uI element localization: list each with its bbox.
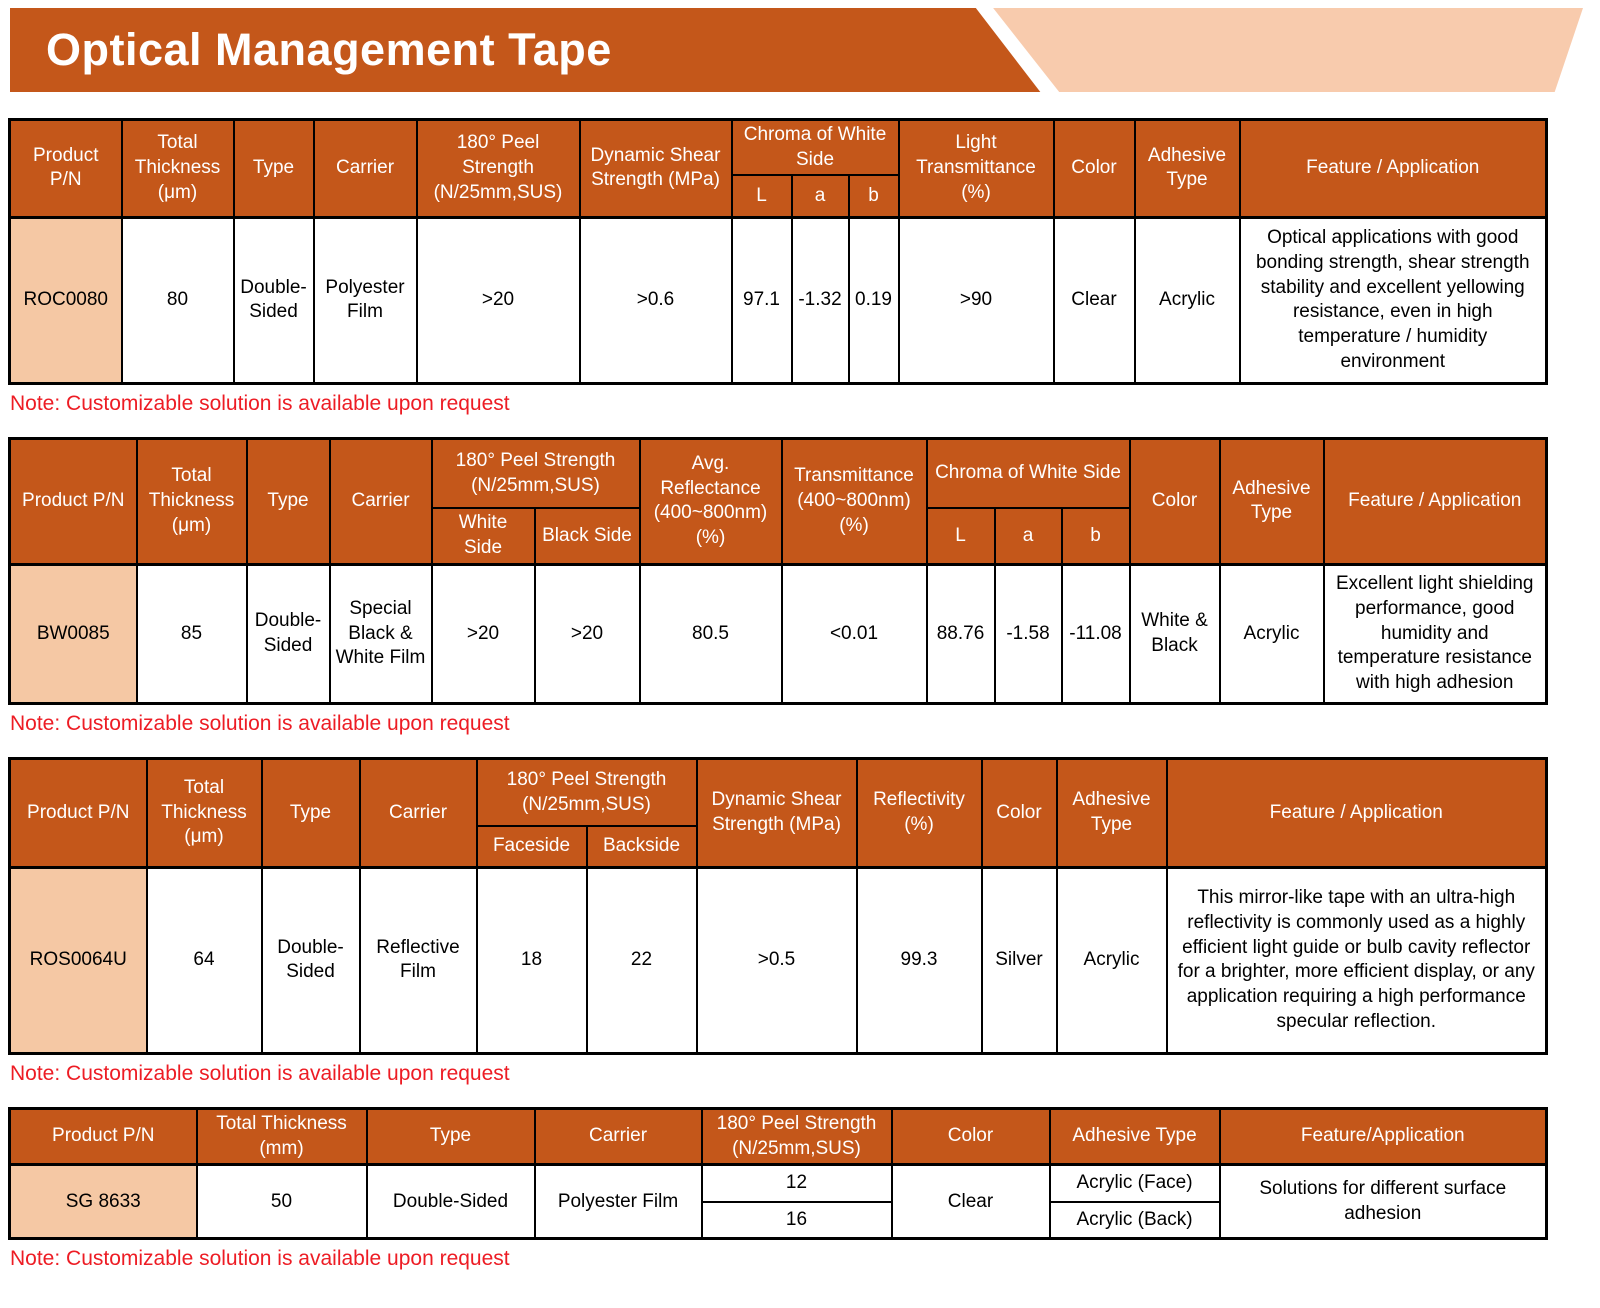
col-header-total-thickness: Total Thickness (μm) [122,120,234,218]
table-row [10,1165,1547,1202]
cell-chroma-l: 88.76 [927,564,995,703]
roc0080-table [8,118,1548,385]
col-header-color: Color [892,1109,1050,1165]
col-header-chroma-b: b [1062,508,1130,564]
col-header-backside: Backside [587,826,697,867]
cell-chroma-a: -1.32 [792,217,849,383]
col-header-transmittance: Transmittance (400~800nm) (%) [782,438,927,564]
col-header-type: Type [367,1109,535,1165]
col-header-chroma-l: L [732,175,792,217]
col-header-reflectivity: Reflectivity (%) [857,758,982,867]
cell-adhesive-face: Acrylic (Face) [1050,1165,1220,1202]
cell-carrier: Polyester Film [535,1165,702,1239]
col-header-adhesive-type: Adhesive Type [1057,758,1167,867]
col-header-chroma-a: a [792,175,849,217]
cell-reflectivity: 99.3 [857,867,982,1053]
page-banner [10,8,1583,92]
page-title: Optical Management Tape [46,24,612,75]
cell-color: Clear [892,1165,1050,1239]
cell-dynamic-shear: >0.6 [580,217,732,383]
col-header-carrier: Carrier [535,1109,702,1165]
cell-total-thickness: 50 [197,1165,367,1239]
cell-color: Silver [982,867,1057,1053]
col-header-avg-reflectance: Avg. Reflectance (400~800nm) (%) [640,438,782,564]
cell-feature-application: This mirror-like tape with an ultra-high reflectivity is commonly used as a highly efficient light guide or bulb cavity reflector for a brighter, more efficient display, or any application requiring a high performance specular reflection. [1167,867,1547,1053]
col-header-color: Color [1130,438,1220,564]
col-header-product-pn: Product P/N [10,1109,197,1165]
sg8633-table [8,1107,1548,1240]
cell-peel-faceside: 18 [477,867,587,1053]
cell-chroma-b: 0.19 [849,217,899,383]
cell-transmittance: <0.01 [782,564,927,703]
table-row [10,867,1547,1053]
customization-note: Note: Customizable solution is available upon request [10,391,510,415]
cell-type: Double-Sided [247,564,330,703]
cell-peel-backside: 22 [587,867,697,1053]
table-row [10,564,1547,703]
col-header-white-side: White Side [432,508,535,564]
cell-adhesive-type: Acrylic [1057,867,1167,1053]
col-header-peel-strength-group: 180° Peel Strength (N/25mm,SUS) [432,438,640,508]
cell-adhesive-type: Acrylic [1220,564,1324,703]
cell-adhesive-back: Acrylic (Back) [1050,1202,1220,1239]
col-header-chroma-a: a [995,508,1062,564]
col-header-peel-strength-group: 180° Peel Strength (N/25mm,SUS) [477,758,697,826]
cell-feature-application: Solutions for different surface adhesion [1220,1165,1547,1239]
col-header-dynamic-shear: Dynamic Shear Strength (MPa) [580,120,732,218]
cell-type: Double-Sided [262,867,360,1053]
cell-chroma-a: -1.58 [995,564,1062,703]
col-header-total-thickness: Total Thickness (mm) [197,1109,367,1165]
col-header-product-pn: Product P/N [10,120,122,218]
cell-peel-white-side: >20 [432,564,535,703]
cell-peel-strength: >20 [417,217,580,383]
col-header-color: Color [1054,120,1135,218]
col-header-chroma-group: Chroma of White Side [927,438,1130,508]
col-header-peel-strength: 180° Peel Strength (N/25mm,SUS) [417,120,580,218]
col-header-chroma-b: b [849,175,899,217]
cell-dynamic-shear: >0.5 [697,867,857,1053]
col-header-feature-application: Feature / Application [1324,438,1547,564]
cell-chroma-l: 97.1 [732,217,792,383]
cell-light-transmittance: >90 [899,217,1054,383]
cell-color: White & Black [1130,564,1220,703]
customization-note: Note: Customizable solution is available upon request [10,711,510,735]
cell-carrier: Special Black & White Film [330,564,432,703]
cell-type: Double-Sided [234,217,314,383]
col-header-chroma-l: L [927,508,995,564]
col-header-total-thickness: Total Thickness (μm) [147,758,262,867]
cell-total-thickness: 85 [137,564,247,703]
col-header-feature-application: Feature / Application [1167,758,1547,867]
col-header-product-pn: Product P/N [10,758,147,867]
cell-adhesive-type: Acrylic [1135,217,1240,383]
cell-peel-back: 16 [702,1202,892,1239]
cell-feature-application: Optical applications with good bonding strength, shear strength stability and excellent yellowing resistance, even in high temperature / humidity environment [1240,217,1547,383]
col-header-peel-strength: 180° Peel Strength (N/25mm,SUS) [702,1109,892,1165]
col-header-carrier: Carrier [314,120,417,218]
col-header-light-transmittance: Light Transmittance (%) [899,120,1054,218]
col-header-black-side: Black Side [535,508,640,564]
col-header-adhesive-type: Adhesive Type [1135,120,1240,218]
col-header-color: Color [982,758,1057,867]
col-header-adhesive-type: Adhesive Type [1220,438,1324,564]
cell-peel-face: 12 [702,1165,892,1202]
cell-color: Clear [1054,217,1135,383]
col-header-faceside: Faceside [477,826,587,867]
cell-feature-application: Excellent light shielding performance, good humidity and temperature resistance with high adhesion [1324,564,1547,703]
col-header-chroma-group: Chroma of White Side [732,120,899,176]
cell-chroma-b: -11.08 [1062,564,1130,703]
cell-product-pn: SG 8633 [10,1165,197,1239]
col-header-product-pn: Product P/N [10,438,137,564]
col-header-feature-application: Feature / Application [1240,120,1547,218]
col-header-type: Type [234,120,314,218]
bw0085-table [8,437,1548,705]
col-header-carrier: Carrier [360,758,477,867]
cell-type: Double-Sided [367,1165,535,1239]
customization-note: Note: Customizable solution is available upon request [10,1061,510,1085]
customization-note: Note: Customizable solution is available upon request [10,1247,510,1271]
col-header-type: Type [247,438,330,564]
table-row [10,217,1547,383]
col-header-total-thickness: Total Thickness (μm) [137,438,247,564]
cell-carrier: Polyester Film [314,217,417,383]
cell-product-pn: ROS0064U [10,867,147,1053]
col-header-type: Type [262,758,360,867]
cell-total-thickness: 80 [122,217,234,383]
col-header-carrier: Carrier [330,438,432,564]
cell-product-pn: ROC0080 [10,217,122,383]
cell-peel-black-side: >20 [535,564,640,703]
col-header-adhesive-type: Adhesive Type [1050,1109,1220,1165]
cell-product-pn: BW0085 [10,564,137,703]
col-header-feature-application: Feature/Application [1220,1109,1547,1165]
ros0064u-table [8,757,1548,1055]
cell-total-thickness: 64 [147,867,262,1053]
cell-avg-reflectance: 80.5 [640,564,782,703]
col-header-dynamic-shear: Dynamic Shear Strength (MPa) [697,758,857,867]
cell-carrier: Reflective Film [360,867,477,1053]
